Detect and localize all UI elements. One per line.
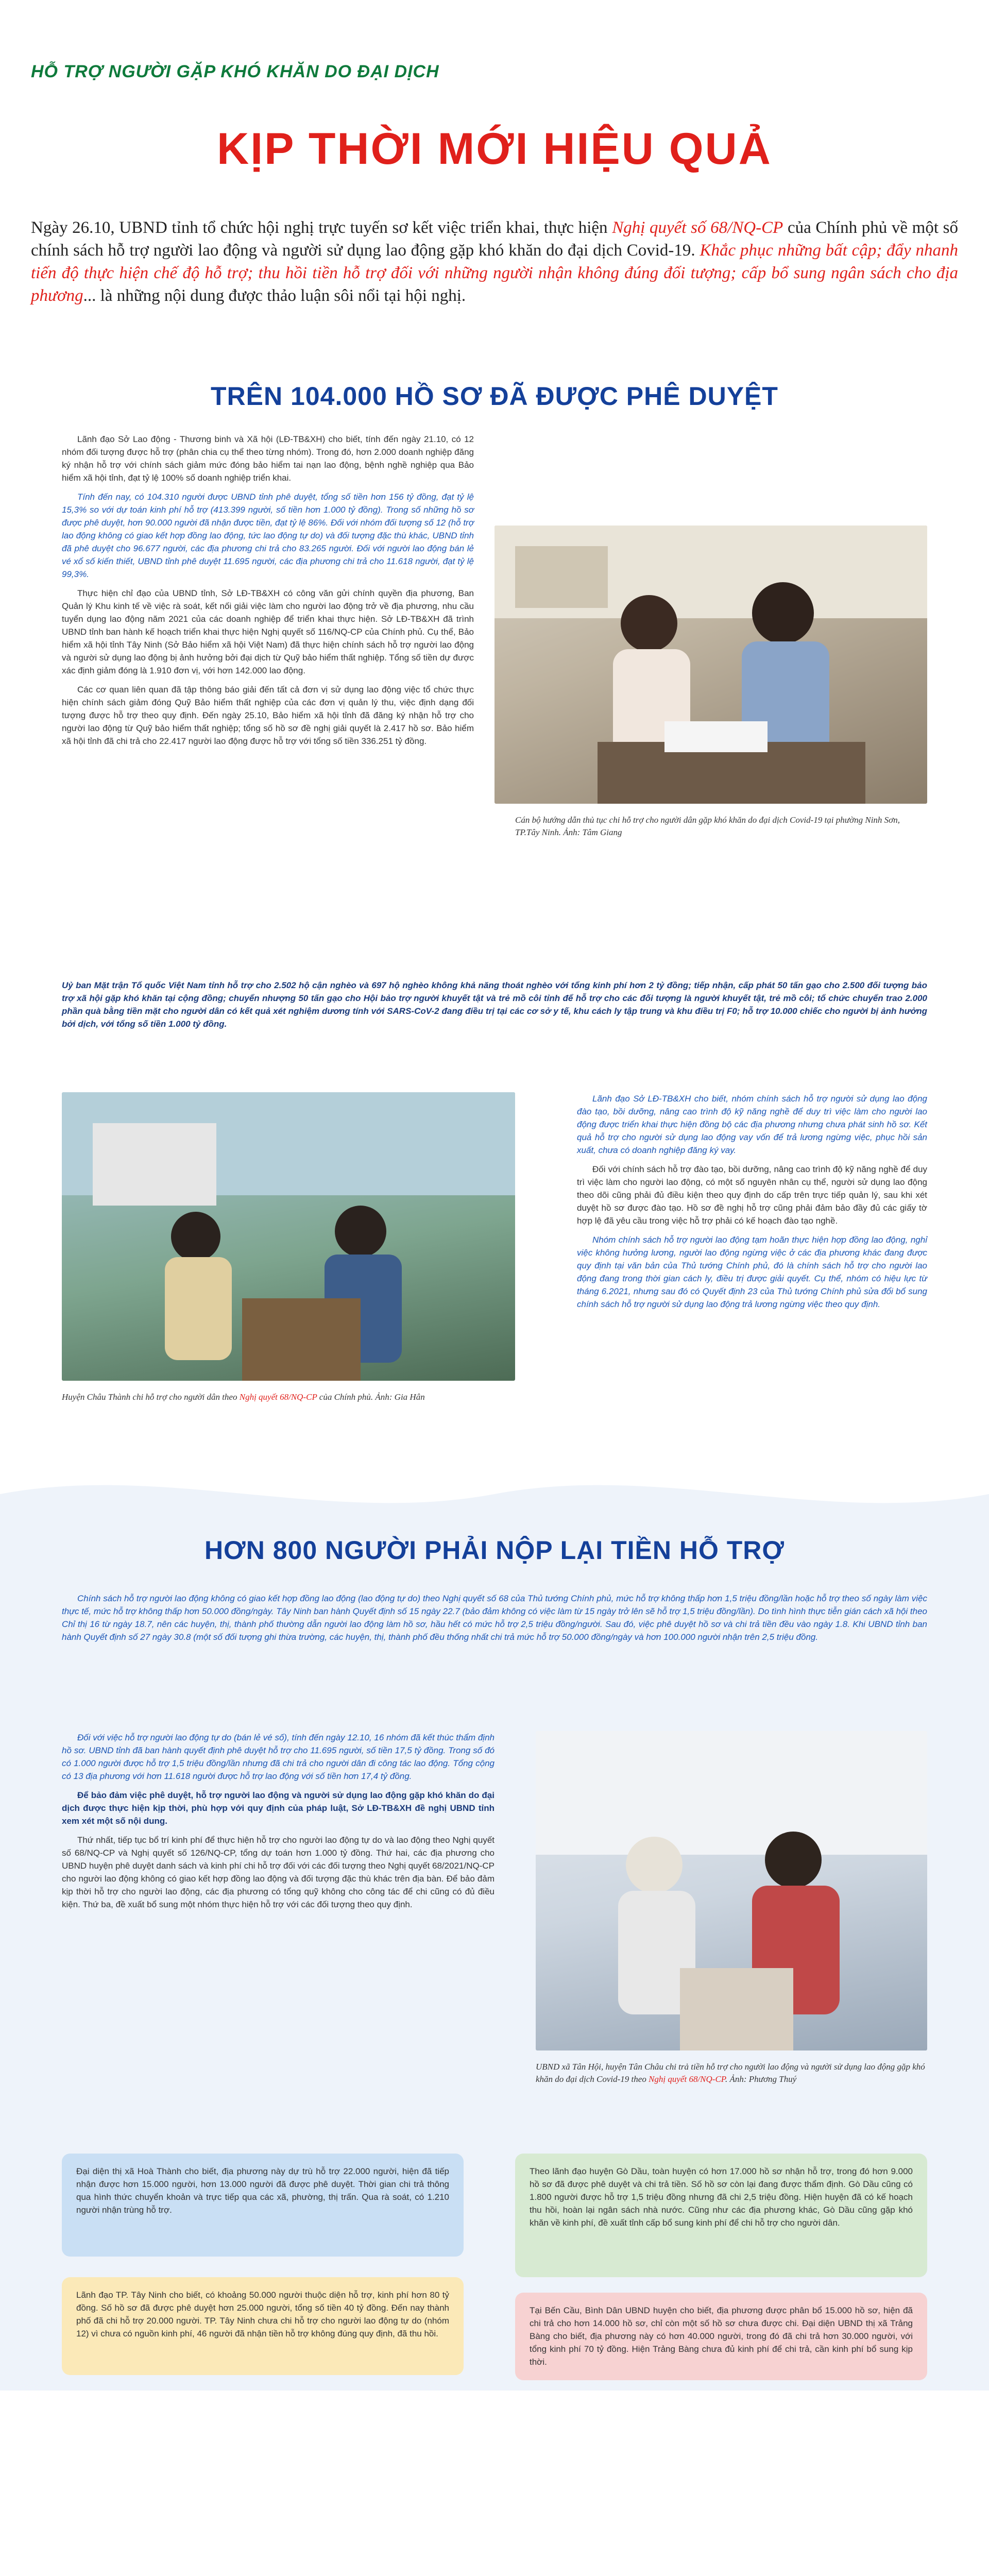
photo-tan-hoi (536, 1731, 927, 2050)
section-body-left: Lãnh đạo Sở Lao động - Thương binh và Xã hội (LĐ-TB&XH) cho biết, tính đến ngày 21.10, có 12 nhóm đối tượng được hỗ trợ (phân chia cụ thể theo từng nhóm). Trong đó, hơn 2.000 doanh nghiệp đăng ký nhận hỗ trợ với chính sách giảm mức đóng bảo hiểm tai nạn lao động, bệnh nghề nghiệp qua Bảo hiểm xã hội tỉnh, đạt tỷ lệ 100% số doanh nghiệp triển khai. Tính đến nay, có 104.310 người được UBND tỉnh phê duyệt, tổng số tiền hơn 156 tỷ đồng, đạt tỷ lệ 15,3% so với dự toán kinh phí hỗ trợ (413.399 người, số tiền hơn 1.000 tỷ đồng). Trong số những hồ sơ được phê duyệt, hơn 90.000 người đã nhận được tiền, đạt tỷ lệ 86%. Đối với nhóm đối tượng số 12 (hỗ trợ lao động không có giao kết hợp đồng lao động, tức lao động tự do) và đối tượng đặc thù khác, UBND tỉnh đã phê duyệt cho 96.677 người, các địa phương chi trả cho 83.265 người. Đối với người lao động bán lẻ vé xổ số kiến thiết, UBND tỉnh phê duyệt 11.695 người, các địa phương chi trả cho 11.618 người, đạt tỷ lệ 99,3%. Thực hiện chỉ đạo của UBND tỉnh, Sở LĐ-TB&XH có công văn gửi chính quyền địa phương, Ban Quản lý Khu kinh tế về việc rà soát, kết nối giải việc làm cho người lao động trở về địa phương, nhu cầu tuyển dụng lao động năm 2021 của các doanh nghiệp để triển khai thực hiện. Sở LĐ-TB&XH đã trình UBND tỉnh ban hành kế hoạch triển khai thực hiện Nghị quyết số 116/NQ-CP của Chính phủ. Cụ thể, Bảo hiểm xã hội tỉnh Tây Ninh (Sở Bảo hiểm xã hội Việt Nam) đã thực hiện chính sách hỗ trợ người lao động và người sử dụng lao động bị ảnh hưởng bởi đại dịch từ Quỹ bảo hiểm thất nghiệp. Tổng số tiền dự được xác định giảm đóng là 1.910 đơn vị, với hơn 142.000 lao động. Các cơ quan liên quan đã tập thông báo giải đến tất cả đơn vị sử dụng lao động việc tổ chức thực hiện chính sách giảm đóng Quỹ Bảo hiểm thất nghiệp của các đơn vị quản lý thu, việc định dạng đối tượng được hỗ trợ theo quy định. Đến ngày 25.10, Bảo hiểm xã hội tỉnh đã đăng ký nhận hỗ trợ cho người lao động từ Quỹ bảo hiểm thất nghiệp; tổng số hồ sơ đề nghị giải quyết là 2.417 hồ sơ. Bảo hiểm xã hội tỉnh đã chi trả cho 22.417 người lao động được hỗ trợ với tổng số tiền 336.251 tỷ đồng. (62, 434, 474, 746)
info-box-tay-ninh: Lãnh đạo TP. Tây Ninh cho biết, có khoảng 50.000 người thuộc diện hỗ trợ, kinh phí hơn 80 tỷ đồng. Số hồ sơ đã được phê duyệt hơn 25.000 người, tổng số tiền 40 tỷ đồng. Đến nay thành phố đã chi hỗ trợ 20.000 người. TP. Tây Ninh chưa chi hỗ trợ cho người lao động tự do (nhóm 12) vì chưa có nguồn kinh phí, 46 người đã nhận tiền hỗ trợ không đúng quy định, đã thu hồi. (62, 2277, 464, 2375)
photo-caption: UBND xã Tân Hội, huyện Tân Châu chi trả tiền hỗ trợ cho người lao động và người sử dụng lao động gặp khó khăn do đại dịch Covid-19 theo Nghị quyết 68/NQ-CP. Ảnh: Phương Thuý (536, 2062, 925, 2084)
photo-officer-guiding (494, 526, 927, 804)
section-refund (0, 1463, 989, 2391)
section-body-full: Chính sách hỗ trợ người lao động không có giao kết hợp đồng lao động (lao động tự do) theo Nghị quyết số 68 của Thủ tướng Chính phủ, mức hỗ trợ không thấp hơn 1,5 triệu đồng/lần hoặc hỗ trợ theo số ngày làm việc thực tế, mức hỗ trợ không thấp hơn 50.000 đồng/ngày. Tây Ninh ban hành Quyết định số 15 ngày 22.7 (bảo đảm không có việc làm từ 15 ngày trở lên sẽ hỗ trợ 1,5 triệu đồng/lần). Do tình hình thực tiễn gián cách xã hội theo Chỉ thị 16 từ ngày 18.7, nên các huyện, thị, thành phố thường dẫn người lao động làm hồ sơ, hầu hết có mức hỗ trợ 2,5 triệu đồng/người. Sau đó, việc phê duyệt hồ sơ và chi trả tiền đều vào ngày 1.8. Khi UBND tỉnh ban hành Quyết định số 27 ngày 30.8 (một số đối tượng ghi thừa trường, các huyện, thị, thành phố đều thống nhất chi trả mức hỗ trợ 50.000 đồng/ngày và hơn 100.000 người nhận trên 2,5 triệu đồng. (62, 1594, 927, 1642)
info-box-trang-bang: Tại Bến Cầu, Bình Dân UBND huyện cho biết, địa phương được phân bổ 15.000 hồ sơ, hiện đã chi trả cho hơn 14.000 hồ sơ, chỉ còn một số hồ sơ chưa được chi. Đại diện UBND thị xã Trảng Bàng cho biết, địa phương này có hơn 40.000 người, trong đó đã chi trả hơn 30.000 người, với tổng kinh phí 70 tỷ đồng. Hiện Trảng Bàng chưa đủ kinh phí để chi trả, cần kinh phí bổ sung kịp thời. (515, 2293, 927, 2380)
photo-illustration (62, 1092, 515, 1381)
supertitle: HỖ TRỢ NGƯỜI GẶP KHÓ KHĂN DO ĐẠI DỊCH (31, 62, 439, 81)
wave-divider (0, 1463, 989, 1525)
photo-caption: Huyện Châu Thành chi hỗ trợ cho người dân theo Nghị quyết 68/NQ-CP của Chính phủ. Ảnh: Gia Hân (62, 1392, 425, 1402)
lead-link[interactable]: Nghị quyết số 68/NQ-CP (612, 218, 783, 237)
bold-note: Uỷ ban Mặt trận Tổ quốc Việt Nam tỉnh hỗ trợ cho 2.502 hộ cận nghèo và 697 hộ nghèo không khả năng thoát nghèo với tổng kinh phí hơn 2 tỷ đồng; tiếp nhận, cấp phát 50 tấn gạo cho 2.500 đối tượng bảo trợ xã hội gặp khó khăn tại cộng đồng; chuyển nhượng 50 tấn gạo cho Hội bảo trợ người khuyết tật và trẻ mồ côi tỉnh để hỗ trợ cho các đối tượng là người khuyết tật, trẻ mồ côi; tổ chức chuyển trao 2.000 phần quà bằng tiền mặt cho người dân có kết quả xét nghiệm dương tính với SARS-CoV-2 đang điều trị tại các cơ sở y tế, khu cách ly tập trung và khu điều trị F0; hỗ trợ 10.000 chiếc cho người bị ảnh hưởng bởi dịch, với tổng số tiền 1.000 tỷ đồng. (62, 980, 927, 1029)
photo-illustration (536, 1731, 927, 2050)
section-approved (0, 371, 989, 1463)
section-body-right: Lãnh đạo Sở LĐ-TB&XH cho biết, nhóm chính sách hỗ trợ người sử dụng lao động đào tạo, bồi dưỡng, nâng cao trình độ kỹ năng nghề để duy trì việc làm cho người lao động được triển khai thực hiện đồng bộ các địa phương nhưng chưa phát sinh hồ sơ. Kết quả hỗ trợ cho người sử dụng lao động vay vốn để trả lương ngừng việc, phục hồi sản xuất, chưa có doanh nghiệp đăng ký vay. Đối với chính sách hỗ trợ đào tạo, bồi dưỡng, nâng cao trình độ kỹ năng nghề để duy trì việc làm cho người lao động, có một số nguyên nhân cụ thể, người sử dụng lao động theo dõi cũng phải đủ điều kiện theo quy định do cấp trên trực tiếp quản lý, sau khi xét duyệt hồ sơ được đào tạo. Hồ sơ đề nghị hỗ trợ cũng phải đảm bảo đầy đủ các giấy tờ hợp lệ đã yêu cầu trong việc hỗ trợ phải có kế hoạch đào tạo nghề. Nhóm chính sách hỗ trợ người lao động tạm hoãn thực hiện hợp đồng lao động, nghỉ việc không hưởng lương, người lao động ngừng việc ở các địa phương khác đang được quy định tại văn bản của Thủ tướng Chính phủ, đó là chính sách hỗ trợ cho người lao động đang trong thời gian cách ly, điều trị được giải quyết. Cụ thể, nhóm có hiệu lực từ tháng 6.2021, nhưng sau đó có Quyết định 23 của Thủ tướng Chính phủ sửa đổi bổ sung chính sách hỗ trợ người sử dụng lao động trả lương ngừng việc theo quy định. (577, 1094, 927, 1309)
section-heading: TRÊN 104.000 HỒ SƠ ĐÃ ĐƯỢC PHÊ DUYỆT (211, 382, 778, 411)
section-heading: HƠN 800 NGƯỜI PHẢI NỘP LẠI TIỀN HỖ TRỢ (204, 1536, 785, 1565)
header (0, 0, 989, 371)
info-box-hoa-thanh: Đại diện thị xã Hoà Thành cho biết, địa phương này dự trù hỗ trợ 22.000 người, hiện đã tiếp nhận được hơn 15.000 người, hơn 13.000 người đã được phê duyệt. Thời gian chi trả thông qua hình thức chuyển khoản và trực tiếp qua các xã, phường, thị trấn. Qua rà soát, có 1.210 người nhận trùng hỗ trợ. (62, 2154, 464, 2257)
page-title: KỊP THỜI MỚI HIỆU QUẢ (217, 124, 772, 174)
lead-paragraph: Ngày 26.10, UBND tỉnh tổ chức hội nghị trực tuyến sơ kết việc triển khai, thực hiện Nghị quyết số 68/NQ-CP của Chính phủ về một số chính sách hỗ trợ người lao động và người sử dụng lao động gặp khó khăn do đại dịch Covid-19. Khắc phục những bất cập; đẩy nhanh tiến độ thực hiện chế độ hỗ trợ; thu hồi tiền hỗ trợ đối với những người nhận không đúng đối tượng; cấp bổ sung ngân sách cho địa phương... là những nội dung được thảo luận sôi nổi tại hội nghị. (31, 218, 958, 305)
section-chau-thanh (0, 2391, 989, 2576)
section-body-left: Đối với việc hỗ trợ người lao động tự do (bán lẻ vé số), tính đến ngày 12.10, 16 nhóm đã kết thúc thẩm định hồ sơ. UBND tỉnh đã ban hành quyết định phê duyệt hỗ trợ cho 11.695 người, số tiền 17,5 tỷ đồng. Trong số đó có 1.000 người được hỗ trợ 1,5 triệu đồng/lần nhưng đã chi trả cho người dân đi công tác lao động. Tổng cộng có 13 địa phương với hơn 11.618 người được hỗ trợ lao động với số tiền hơn 17,4 tỷ đồng. Để bảo đảm việc phê duyệt, hỗ trợ người lao động và người sử dụng lao động gặp khó khăn do đại dịch được thực hiện kịp thời, phù hợp với quy định của pháp luật, Sở LĐ-TB&XH đề nghị UBND tỉnh xem xét một số nội dung. Thứ nhất, tiếp tục bổ trí kinh phí để thực hiện hỗ trợ cho người lao động tự do và lao động theo Nghị quyết số 68/NQ-CP và Nghị quyết số 126/NQ-CP, tổng dự toán hơn 1.000 tỷ đồng. Thứ hai, các địa phương cho UBND huyện phê duyệt danh sách và kinh phí chi hỗ trợ đối với các đối tượng theo Nghị quyết 68/2021/NQ-CP cho người lao động không có giao kết hợp đồng lao động và đối tượng đặc thù khác trên địa bàn. Để bảo đảm kịp thời hỗ trợ cho người lao động, các địa phương có tổng quỹ không cho công tác để chi cũng có đủ điều kiện. Thứ ba, đề xuất bổ sung một nhóm thực hiện hỗ trợ với các đối tượng theo quy định. (62, 1733, 494, 1909)
info-box-go-dau: Theo lãnh đạo huyện Gò Dầu, toàn huyện có hơn 17.000 hồ sơ nhận hỗ trợ, trong đó hơn 9.000 hồ sơ đã được phê duyệt và chi trả tiền. Số hồ sơ còn lại đang được thẩm định. Gò Dầu cũng có 1.800 người được hỗ trợ 1,5 triệu đồng nhưng đã chi 2,5 triệu đồng. Hiện huyện đã có kế hoạch thu hồi, hoàn lại ngân sách nhà nước. Cũng như các địa phương khác, Gò Dầu cũng gặp khó khăn về kinh phí, đề xuất tỉnh cấp bổ sung kinh phí để chi hỗ trợ cho người dân. (515, 2154, 927, 2277)
photo-illustration (494, 526, 927, 804)
photo-chau-thanh (62, 1092, 515, 1381)
photo-caption: Cán bộ hướng dẫn thủ tục chi hỗ trợ cho người dân gặp khó khăn do đại dịch Covid-19 tại phường Ninh Sơn, TP.Tây Ninh. Ảnh: Tâm Giang (515, 815, 900, 837)
